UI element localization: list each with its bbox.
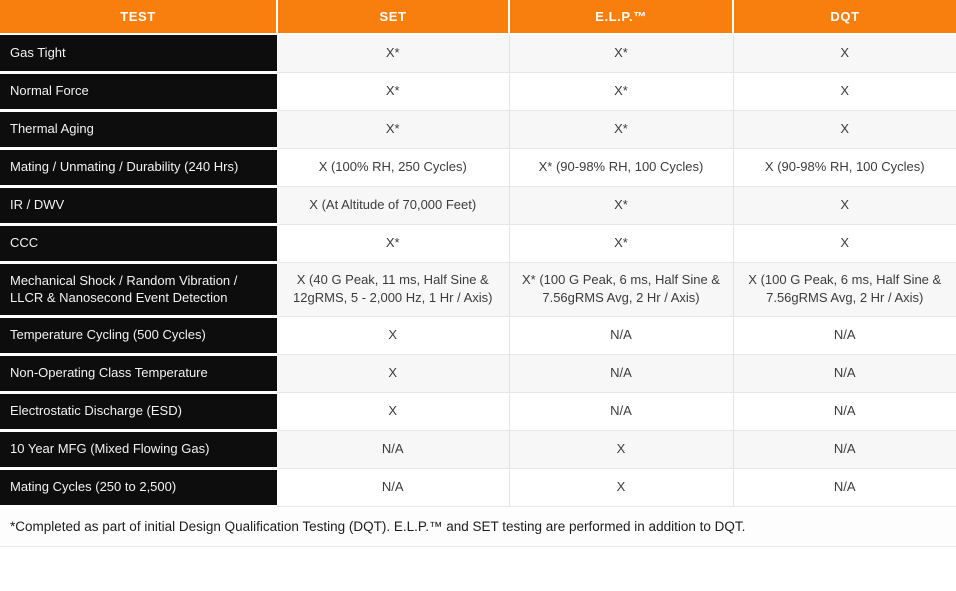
result-cell-elp: X* (100 G Peak, 6 ms, Half Sine & 7.56gRMS Avg, 2 Hr / Axis)	[509, 262, 733, 316]
table-row	[0, 262, 956, 316]
test-name-cell: Gas Tight	[0, 34, 277, 72]
result-cell-elp: X*	[509, 110, 733, 148]
result-cell-set: X*	[277, 224, 509, 262]
table-row	[0, 354, 956, 392]
result-cell-elp: N/A	[509, 354, 733, 392]
result-cell-dqt: X (90-98% RH, 100 Cycles)	[733, 148, 956, 186]
column-header-elp: E.L.P.™	[509, 0, 733, 34]
table-row	[0, 110, 956, 148]
result-cell-dqt: X	[733, 224, 956, 262]
table-row	[0, 224, 956, 262]
result-cell-set: X (40 G Peak, 11 ms, Half Sine & 12gRMS, 5 - 2,000 Hz, 1 Hr / Axis)	[277, 262, 509, 316]
result-cell-set: N/A	[277, 430, 509, 468]
result-cell-elp: X	[509, 430, 733, 468]
table-row	[0, 148, 956, 186]
result-cell-set: X*	[277, 110, 509, 148]
test-name-cell: Thermal Aging	[0, 110, 277, 148]
column-header-set: SET	[277, 0, 509, 34]
result-cell-dqt: X	[733, 72, 956, 110]
result-cell-set: X (100% RH, 250 Cycles)	[277, 148, 509, 186]
result-cell-set: X	[277, 354, 509, 392]
result-cell-dqt: N/A	[733, 316, 956, 354]
result-cell-set: X	[277, 392, 509, 430]
table-row	[0, 430, 956, 468]
test-name-cell: CCC	[0, 224, 277, 262]
test-name-cell: IR / DWV	[0, 186, 277, 224]
test-name-cell: Mating / Unmating / Durability (240 Hrs)	[0, 148, 277, 186]
result-cell-elp: X*	[509, 186, 733, 224]
table-row	[0, 316, 956, 354]
result-cell-dqt: X (100 G Peak, 6 ms, Half Sine & 7.56gRMS Avg, 2 Hr / Axis)	[733, 262, 956, 316]
result-cell-set: N/A	[277, 468, 509, 506]
result-cell-elp: X*	[509, 72, 733, 110]
result-cell-dqt: X	[733, 34, 956, 72]
table-body	[0, 34, 956, 506]
result-cell-elp: X	[509, 468, 733, 506]
result-cell-dqt: N/A	[733, 392, 956, 430]
table-row	[0, 392, 956, 430]
result-cell-elp: N/A	[509, 316, 733, 354]
test-name-cell: Non-Operating Class Temperature	[0, 354, 277, 392]
test-name-cell: 10 Year MFG (Mixed Flowing Gas)	[0, 430, 277, 468]
result-cell-dqt: N/A	[733, 354, 956, 392]
table-row	[0, 186, 956, 224]
column-header-dqt: DQT	[733, 0, 956, 34]
result-cell-dqt: N/A	[733, 430, 956, 468]
result-cell-set: X	[277, 316, 509, 354]
test-name-cell: Mechanical Shock / Random Vibration / LLCR & Nanosecond Event Detection	[0, 262, 277, 316]
result-cell-elp: X*	[509, 224, 733, 262]
test-name-cell: Temperature Cycling (500 Cycles)	[0, 316, 277, 354]
table-row	[0, 72, 956, 110]
test-name-cell: Normal Force	[0, 72, 277, 110]
result-cell-dqt: X	[733, 110, 956, 148]
table-row	[0, 468, 956, 506]
result-cell-set: X*	[277, 34, 509, 72]
footnote-text: *Completed as part of initial Design Qualification Testing (DQT). E.L.P.™ and SET testing are performed in addition to DQT.	[0, 508, 956, 547]
result-cell-elp: X* (90-98% RH, 100 Cycles)	[509, 148, 733, 186]
test-name-cell: Electrostatic Discharge (ESD)	[0, 392, 277, 430]
table-header-row	[0, 0, 956, 34]
result-cell-elp: X*	[509, 34, 733, 72]
column-header-test: TEST	[0, 0, 277, 34]
result-cell-set: X (At Altitude of 70,000 Feet)	[277, 186, 509, 224]
test-name-cell: Mating Cycles (250 to 2,500)	[0, 468, 277, 506]
result-cell-elp: N/A	[509, 392, 733, 430]
table-row	[0, 34, 956, 72]
result-cell-dqt: X	[733, 186, 956, 224]
result-cell-set: X*	[277, 72, 509, 110]
result-cell-dqt: N/A	[733, 468, 956, 506]
